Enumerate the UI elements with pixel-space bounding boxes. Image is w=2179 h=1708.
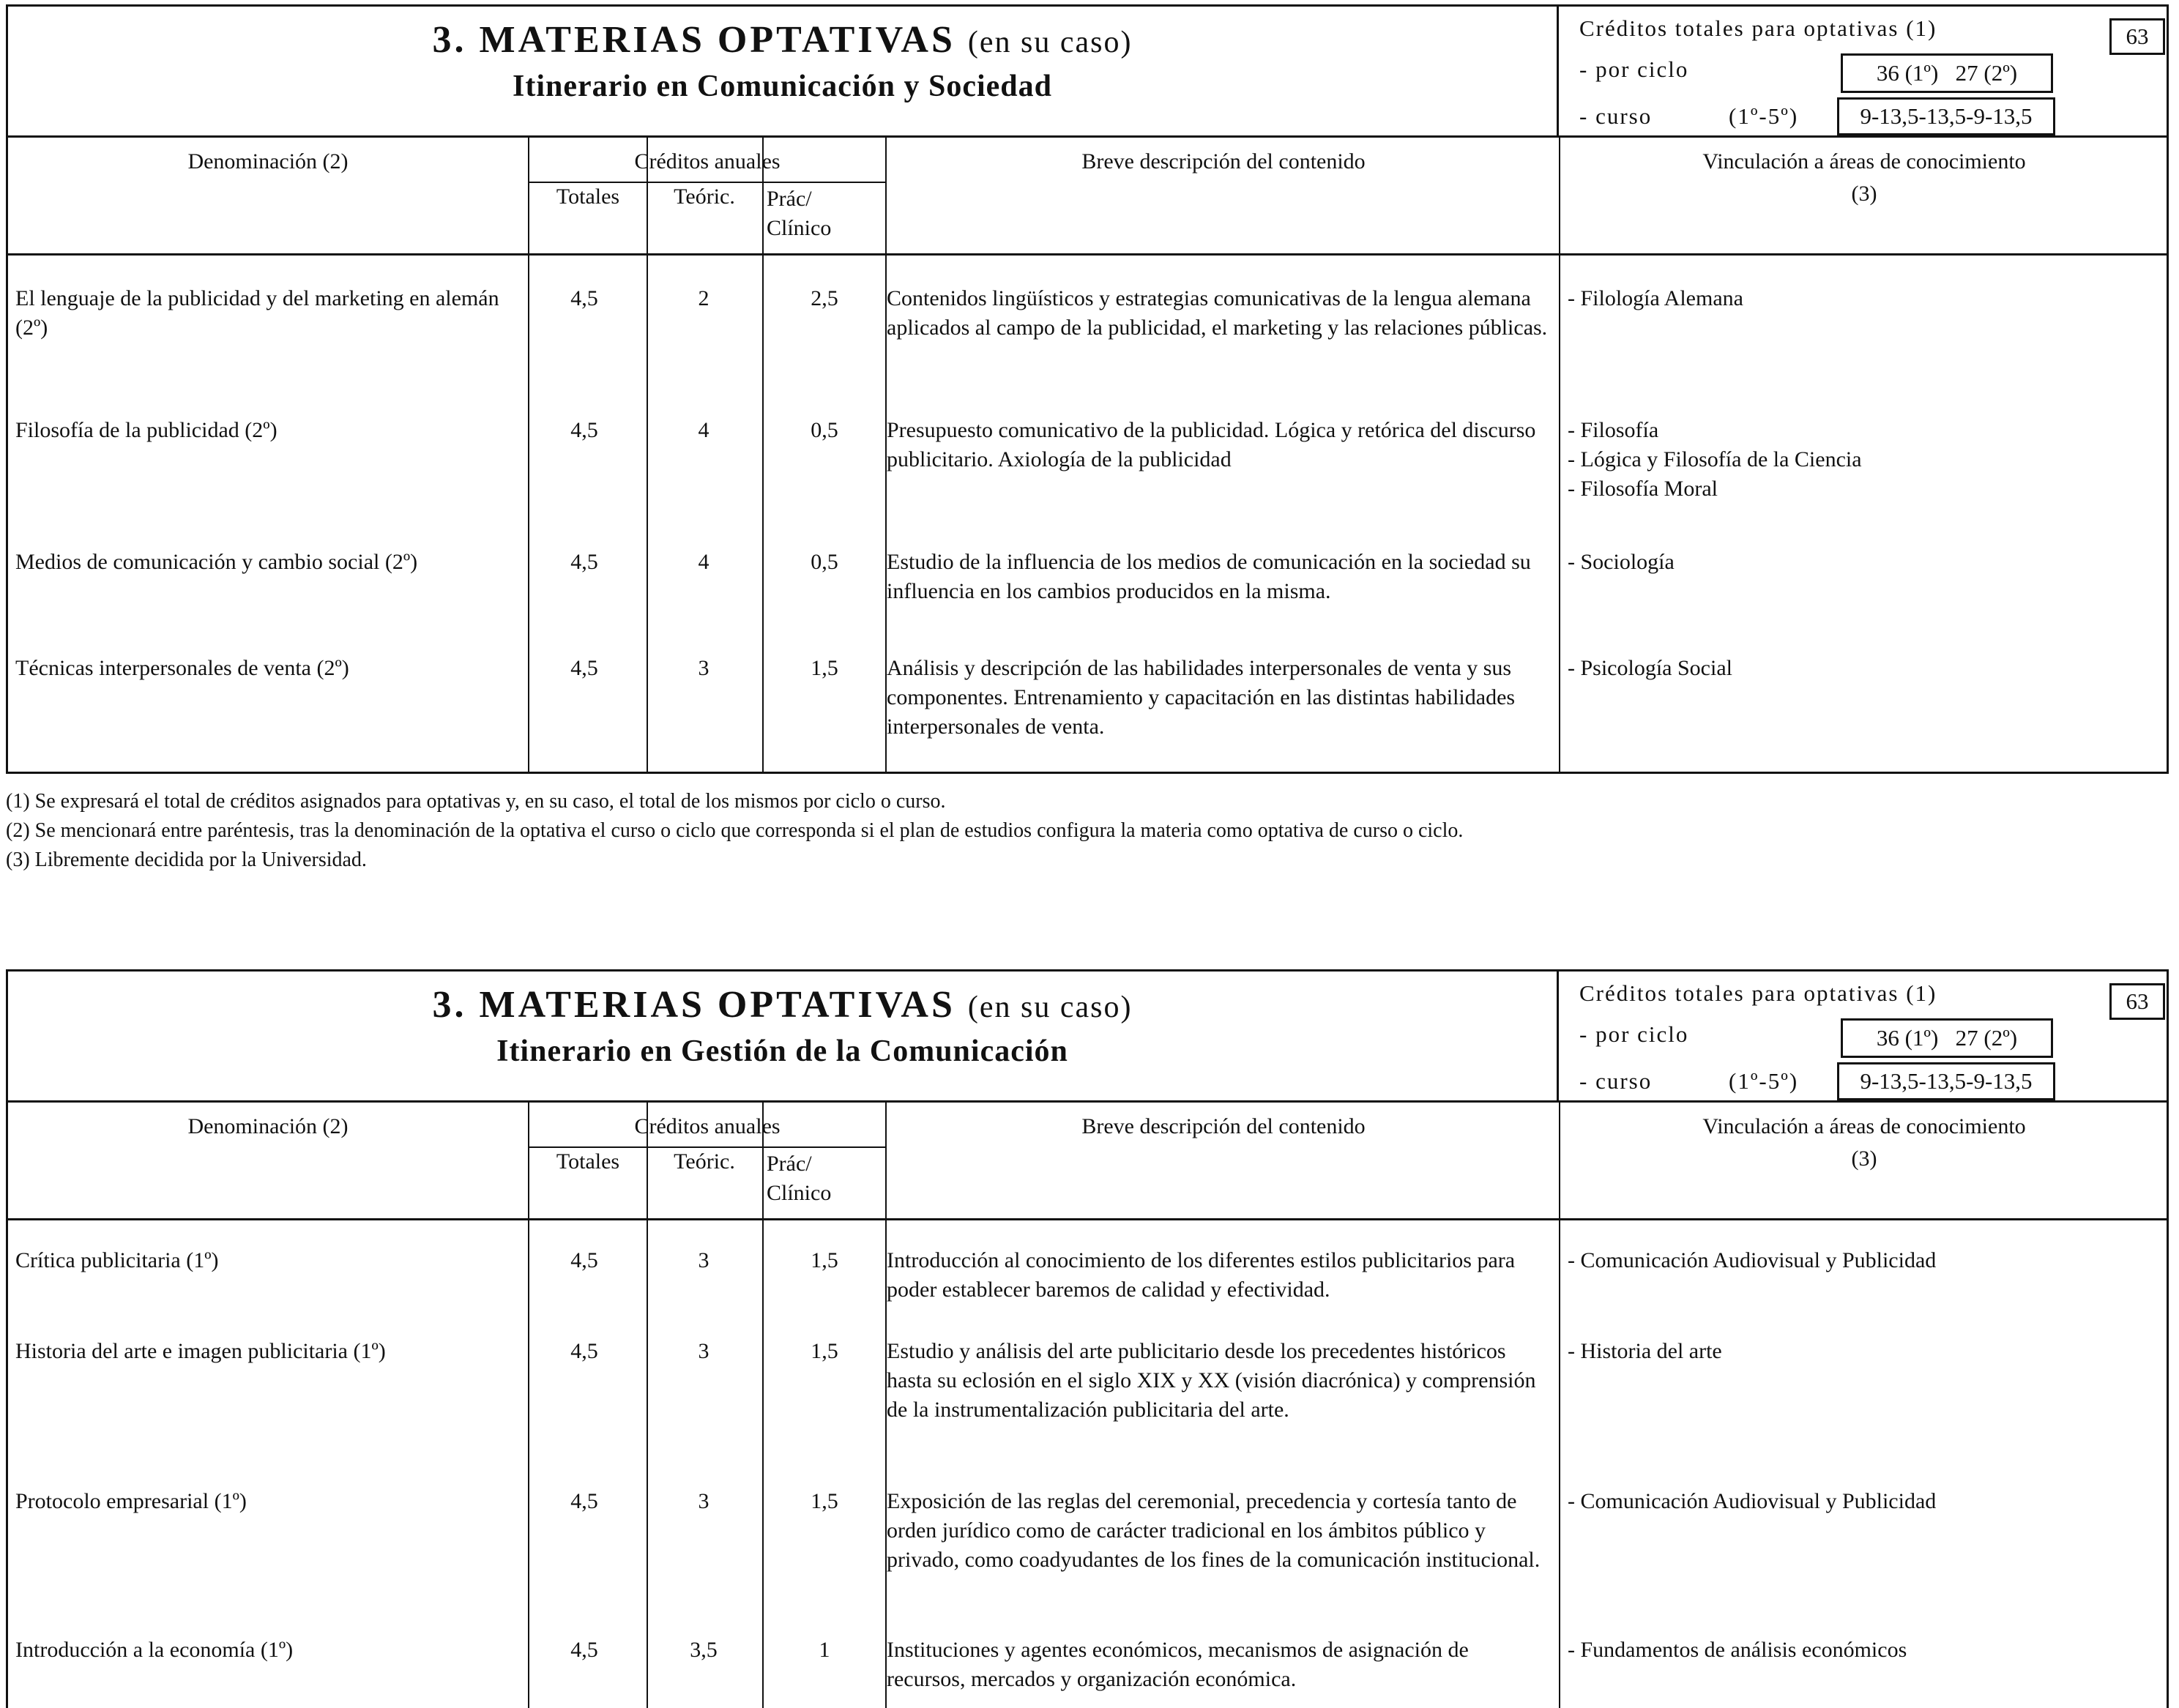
title-area [8,972,1559,1100]
subject-name: Técnicas interpersonales de venta (2º) [15,656,349,680]
col-creditos: Créditos anuales [634,1114,781,1138]
col-teoric: Teóric. [674,1149,735,1174]
credits-ciclo-label: - por ciclo [1579,1021,1689,1047]
credits-total-label: Créditos totales para optativas (1) [1579,15,1937,41]
credits-prac: 2,5 [811,286,838,310]
col-totales: Totales [556,184,620,209]
subjects-table [6,1100,2169,1708]
footnote-2: (2) Se mencionará entre paréntesis, tras la denominación de la optativa el curso o ciclo que corresponda si el plan de estudios configura la materia como optativa de curso o ciclo. [6,819,1464,842]
credits-ciclo-box: 36 (1º) 27 (2º) [1841,1018,2053,1058]
credits-teoric: 4 [698,550,709,574]
knowledge-areas: - Comunicación Audiovisual y Publicidad [1568,1489,1937,1513]
title-area [8,7,1559,135]
credits-total-label: Créditos totales para optativas (1) [1579,980,1937,1006]
credits-curso-box: 9-13,5-13,5-9-13,5 [1837,97,2055,135]
credits-teoric: 3 [698,1339,709,1363]
credits-teoric: 3 [698,1489,709,1513]
credits-prac: 0,5 [811,418,838,442]
subject-name: Crítica publicitaria (1º) [15,1248,219,1272]
col-prac: Prác/ Clínico [767,1152,832,1205]
knowledge-areas: - Comunicación Audiovisual y Publicidad [1568,1248,1937,1272]
table-column-headers [8,138,2167,256]
subject-description: Análisis y descripción de las habilidades interpersonales de venta y sus componentes. Entrenamiento y capacitación en las distintas habilidades interpersonales de venta. [887,656,1516,739]
block-header [6,969,2169,1103]
credits-totales: 4,5 [570,656,598,680]
credits-curso-range: (1º-5º) [1729,103,1799,129]
subjects-table [6,135,2169,774]
knowledge-areas: - Filología Alemana [1568,286,1743,310]
col-denominacion: Denominación (2) [187,1114,349,1138]
col-teoric: Teóric. [674,184,735,209]
block-subtitle: Itinerario en Gestión de la Comunicación [496,1034,1068,1068]
credits-totales: 4,5 [570,550,598,574]
col-prac: Prác/ Clínico [767,187,832,240]
block-header [6,4,2169,138]
credits-ciclo-label: - por ciclo [1579,56,1689,82]
knowledge-areas: - Sociología [1568,550,1675,574]
credits-totales: 4,5 [570,1489,598,1513]
credits-curso-label: - curso [1579,103,1653,129]
subject-description: Exposición de las reglas del ceremonial, precedencia y cortesía tanto de orden jurídico como de carácter tradicional en los ámbitos público y privado, como coadyudantes de los fines de la comunicación institucional. [887,1489,1541,1572]
divider [528,1103,529,1708]
credits-totales: 4,5 [570,418,598,442]
knowledge-areas: - Filosofía - Lógica y Filosofía de la Ciencia - Filosofía Moral [1568,418,1862,501]
credits-prac: 1,5 [811,1339,838,1363]
subject-name: Historia del arte e imagen publicitaria (1º) [15,1339,386,1363]
col-vinculacion: Vinculación a áreas de conocimiento [1702,1114,2026,1138]
block-subtitle: Itinerario en Comunicación y Sociedad [513,70,1052,103]
col-denominacion: Denominación (2) [187,149,349,174]
block-title: 3. MATERIAS OPTATIVAS (en su caso) [432,19,1133,61]
credits-curso-label: - curso [1579,1068,1653,1094]
divider [1559,138,1560,772]
credits-teoric: 3,5 [690,1638,718,1662]
knowledge-areas: - Historia del arte [1568,1339,1722,1363]
col-totales: Totales [556,1149,620,1174]
credits-curso-box: 9-13,5-13,5-9-13,5 [1837,1062,2055,1100]
subject-name: Medios de comunicación y cambio social (2º) [15,550,418,574]
col-descripcion: Breve descripción del contenido [1081,1114,1366,1138]
subject-description: Instituciones y agentes económicos, mecanismos de asignación de recursos, mercados y organización económica. [887,1638,1469,1691]
credits-summary [1559,7,2167,135]
credits-teoric: 4 [698,418,709,442]
divider [762,1103,764,1708]
credits-teoric: 3 [698,1248,709,1272]
subject-description: Estudio de la influencia de los medios de comunicación en la sociedad su influencia en los cambios producidos en la misma. [887,550,1531,603]
credits-prac: 1,5 [811,1489,838,1513]
col-vinculacion-note: (3) [1851,182,1877,206]
col-vinculacion: Vinculación a áreas de conocimiento [1702,149,2026,174]
footnote-3: (3) Libremente decidida por la Universidad. [6,849,367,871]
credits-prac: 1,5 [811,1248,838,1272]
divider [647,1103,648,1708]
knowledge-areas: - Fundamentos de análisis económicos [1568,1638,1907,1662]
subject-name: Filosofía de la publicidad (2º) [15,418,278,442]
credits-totales: 4,5 [570,1638,598,1662]
col-vinculacion-note: (3) [1851,1146,1877,1171]
optativas-block-1 [6,4,2169,773]
subject-description: Estudio y análisis del arte publicitario desde los precedentes históricos hasta su eclosión en el siglo XIX y XX (visión diacrónica) y comprensión de la instrumentalización publicitaria del arte. [887,1339,1536,1422]
subject-name: Introducción a la economía (1º) [15,1638,294,1662]
subject-name: Protocolo empresarial (1º) [15,1489,247,1513]
table-column-headers [8,1103,2167,1220]
block-title: 3. MATERIAS OPTATIVAS (en su caso) [432,984,1133,1026]
credits-totales: 4,5 [570,286,598,310]
col-descripcion: Breve descripción del contenido [1081,149,1366,174]
optativas-block-2 [6,969,2169,1701]
credits-ciclo-box: 36 (1º) 27 (2º) [1841,53,2053,93]
credits-totales: 4,5 [570,1339,598,1363]
credits-curso-range: (1º-5º) [1729,1068,1799,1094]
divider [762,138,764,772]
credits-total-box: 63 [2109,983,2165,1020]
knowledge-areas: - Psicología Social [1568,656,1732,680]
credits-teoric: 2 [698,286,709,310]
credits-prac: 1,5 [811,656,838,680]
subject-description: Contenidos lingüísticos y estrategias comunicativas de la lengua alemana aplicados al campo de la publicidad, el marketing y las relaciones públicas. [887,286,1548,340]
col-creditos: Créditos anuales [634,149,781,174]
divider [647,138,648,772]
divider [1559,1103,1560,1708]
credits-totales: 4,5 [570,1248,598,1272]
footnote-1: (1) Se expresará el total de créditos asignados para optativas y, en su caso, el total de los mismos por ciclo o curso. [6,790,946,813]
credits-teoric: 3 [698,656,709,680]
credits-prac: 1 [819,1638,830,1662]
subject-description: Presupuesto comunicativo de la publicidad. Lógica y retórica del discurso publicitario. Axiología de la publicidad [887,418,1536,471]
credits-prac: 0,5 [811,550,838,574]
subject-name: El lenguaje de la publicidad y del marketing en alemán (2º) [15,286,499,340]
credits-summary [1559,972,2167,1100]
subject-description: Introducción al conocimiento de los diferentes estilos publicitarios para poder establecer baremos de calidad y efectividad. [887,1248,1516,1302]
footnotes [6,787,1463,875]
credits-total-box: 63 [2109,18,2165,55]
